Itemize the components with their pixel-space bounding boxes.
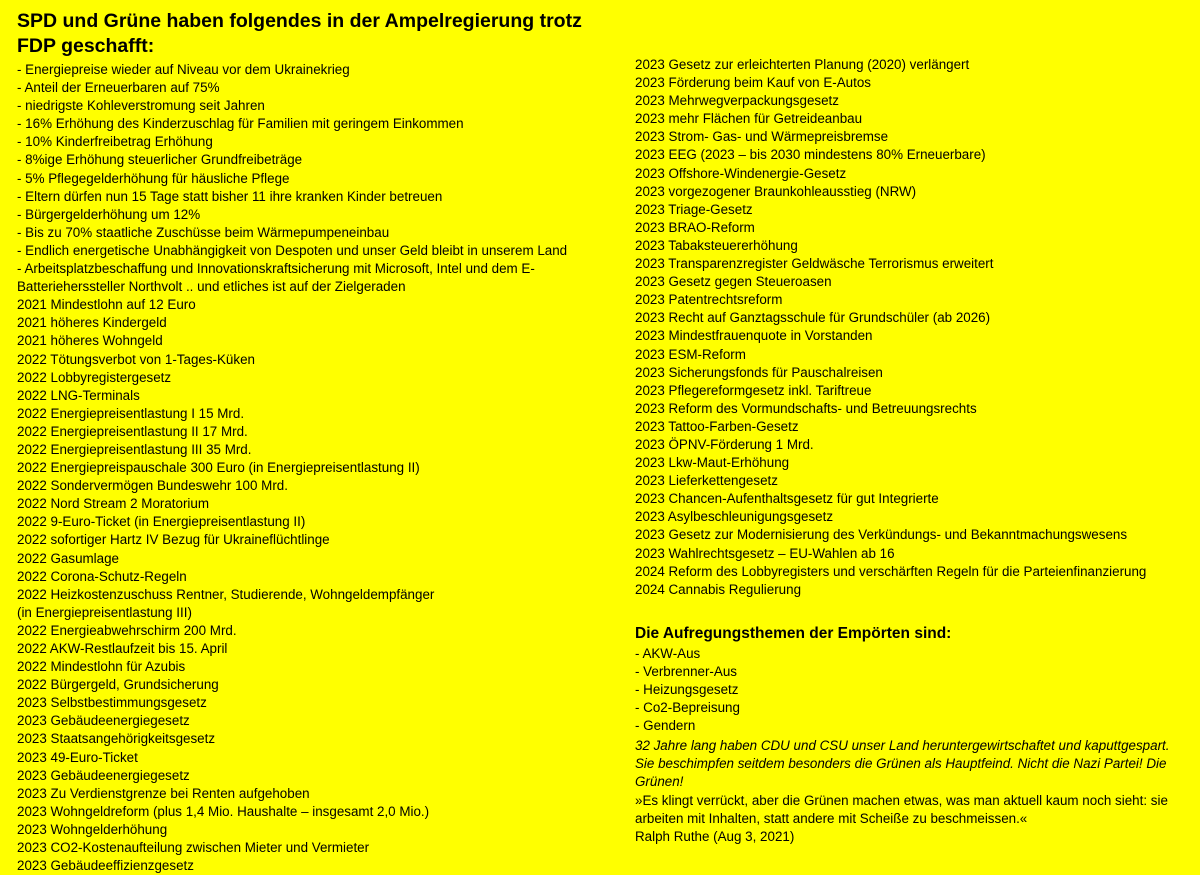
list-item: 2023 ÖPNV-Förderung 1 Mrd. xyxy=(635,436,814,452)
list-item: 2023 Mindestfrauenquote in Vorstanden xyxy=(635,328,873,344)
list-item: 2023 Lkw-Maut-Erhöhung xyxy=(635,455,790,471)
list-item: 2023 Mehrwegverpackungsgesetz xyxy=(635,93,839,109)
outrage-topics-list xyxy=(635,645,740,735)
list-item: - Energiepreise wieder auf Niveau vor dem Ukrainekrieg xyxy=(17,62,350,77)
list-item: - Co2-Bepreisung xyxy=(635,700,740,716)
list-item: 2023 Reform des Vormundschafts- und Betreuungsrechts xyxy=(635,400,977,416)
list-item: - niedrigste Kohleverstromung seit Jahren xyxy=(17,98,265,114)
list-item: 2023 Gebäudeeffizienzgesetz xyxy=(17,858,194,874)
list-item: - Gendern xyxy=(635,718,696,734)
list-item: 2023 ESM-Reform xyxy=(635,346,746,362)
list-item: 2023 Wohngeldreform (plus 1,4 Mio. Haushalte – insgesamt 2,0 Mio.) xyxy=(17,803,430,819)
list-item: 2022 Energiepreisentlastung I 15 Mrd. xyxy=(17,405,245,421)
list-item: 2024 Cannabis Regulierung xyxy=(635,581,802,597)
list-item: 2023 CO2-Kostenaufteilung zwischen Mieter und Vermieter xyxy=(17,840,370,856)
list-item: 2023 Chancen-Aufenthaltsgesetz für gut Integrierte xyxy=(635,491,939,507)
list-item: 2022 Energieabwehrschirm 200 Mrd. xyxy=(17,622,237,638)
list-item: 2023 Förderung beim Kauf von E-Autos xyxy=(635,75,871,91)
list-item: 2022 Heizkostenzuschuss Rentner, Studierende, Wohngeldempfänger xyxy=(17,586,435,602)
list-item: 2023 Wohngelderhöhung xyxy=(17,821,168,837)
list-item: 2023 Lieferkettengesetz xyxy=(635,473,778,489)
achievements-list-right xyxy=(635,56,1195,599)
list-item: 2022 Nord Stream 2 Moratorium xyxy=(17,496,210,512)
list-item: 2023 BRAO-Reform xyxy=(635,219,755,235)
list-item: (in Energiepreisentlastung III) xyxy=(17,604,192,620)
list-item: 2023 vorgezogener Braunkohleausstieg (NRW) xyxy=(635,183,917,199)
list-item: 2023 Asylbeschleunigungsgesetz xyxy=(635,509,834,525)
list-item: 2022 Energiepreisentlastung II 17 Mrd. xyxy=(17,423,248,439)
achievements-list-left xyxy=(17,61,602,875)
italic-commentary: 32 Jahre lang haben CDU und CSU unser Land heruntergewirtschaftet und kaputtgespart. Sie beschimpfen seitdem besonders die Grünen als Hauptfeind. Nicht die Nazi Partei! Die Grünen! xyxy=(635,738,1170,790)
list-item: 2023 Gesetz zur erleichterten Planung (2020) verlängert xyxy=(635,57,970,72)
list-item: 2023 Staatsangehörigkeitsgesetz xyxy=(17,731,216,747)
list-item: 2023 Sicherungsfonds für Pauschalreisen xyxy=(635,364,883,380)
list-item: 2023 49-Euro-Ticket xyxy=(17,749,138,765)
list-item: 2022 Energiepreispauschale 300 Euro (in Energiepreisentlastung II) xyxy=(17,460,420,476)
list-item: - Verbrenner-Aus xyxy=(635,664,737,680)
list-item: 2021 Mindestlohn auf 12 Euro xyxy=(17,297,196,313)
list-item: 2022 Mindestlohn für Azubis xyxy=(17,659,186,675)
list-item: - Eltern dürfen nun 15 Tage statt bisher 11 ihre kranken Kinder betreuen xyxy=(17,188,443,204)
list-item: 2022 Tötungsverbot von 1-Tages-Küken xyxy=(17,351,255,367)
list-item: - AKW-Aus xyxy=(635,646,701,661)
list-item: 2023 mehr Flächen für Getreideanbau xyxy=(635,111,863,127)
list-item: 2022 Gasumlage xyxy=(17,550,119,566)
list-item: 2023 Gesetz gegen Steueroasen xyxy=(635,274,832,290)
list-item: - Bürgergelderhöhung um 12% xyxy=(17,206,201,222)
list-item: 2023 Selbstbestimmungsgesetz xyxy=(17,695,207,711)
list-item: 2023 Gebäudeenergiegesetz xyxy=(17,767,190,783)
list-item: 2023 Wahlrechtsgesetz – EU-Wahlen ab 16 xyxy=(635,545,895,561)
list-item: 2021 höheres Kindergeld xyxy=(17,315,167,331)
list-item: 2023 Gebäudeenergiegesetz xyxy=(17,713,190,729)
list-item: - Anteil der Erneuerbaren auf 75% xyxy=(17,80,220,96)
list-item: 2023 Zu Verdienstgrenze bei Renten aufgehoben xyxy=(17,785,310,801)
list-item: - Arbeitsplatzbeschaffung und Innovationskraftsicherung mit Microsoft, Intel und dem E- xyxy=(17,261,535,277)
quote-text: »Es klingt verrückt, aber die Grünen machen etwas, was man aktuell kaum noch sieht: sie arbeiten mit Inhalten, statt andere mit Scheiße zu beschmeissen.« xyxy=(635,793,1168,827)
list-item: 2023 Triage-Gesetz xyxy=(635,201,753,217)
list-item: - Bis zu 70% staatliche Zuschüsse beim Wärmepumpeneinbau xyxy=(17,224,390,240)
list-item: 2023 Strom- Gas- und Wärmepreisbremse xyxy=(635,129,889,145)
list-item: - 5% Pflegegelderhöhung für häusliche Pflege xyxy=(17,170,290,186)
list-item: 2022 LNG-Terminals xyxy=(17,387,140,403)
list-item: 2022 9-Euro-Ticket (in Energiepreisentlastung II) xyxy=(17,514,306,530)
list-item: 2021 höheres Wohngeld xyxy=(17,333,163,349)
list-item: Batterieherssteller Northvolt .. und etliches ist auf der Zielgeraden xyxy=(17,279,406,295)
outrage-topics-heading: Die Aufregungsthemen der Empörten sind: xyxy=(635,625,952,642)
list-item: - 10% Kinderfreibetrag Erhöhung xyxy=(17,134,213,150)
list-item: 2023 EEG (2023 – bis 2030 mindestens 80% Erneuerbare) xyxy=(635,147,986,163)
list-item: 2023 Gesetz zur Modernisierung des Verkündungs- und Bekanntmachungswesens xyxy=(635,527,1128,543)
list-item: 2022 Lobbyregistergesetz xyxy=(17,369,172,385)
list-item: 2023 Transparenzregister Geldwäsche Terrorismus erweitert xyxy=(635,256,994,272)
list-item: - Endlich energetische Unabhängigkeit von Despoten und unser Geld bleibt in unserem Land xyxy=(17,242,568,258)
list-item: 2023 Offshore-Windenergie-Gesetz xyxy=(635,165,847,181)
list-item: 2022 Bürgergeld, Grundsicherung xyxy=(17,677,219,693)
list-item: 2022 Sondervermögen Bundeswehr 100 Mrd. xyxy=(17,478,288,494)
list-item: - 16% Erhöhung des Kinderzuschlag für Familien mit geringem Einkommen xyxy=(17,116,464,132)
list-item: 2023 Recht auf Ganztagsschule für Grundschüler (ab 2026) xyxy=(635,310,991,326)
list-item: 2022 sofortiger Hartz IV Bezug für Ukraineflüchtlinge xyxy=(17,532,330,548)
list-item: 2022 AKW-Restlaufzeit bis 15. April xyxy=(17,641,228,656)
quote-author: Ralph Ruthe (Aug 3, 2021) xyxy=(635,829,795,844)
list-item: - Heizungsgesetz xyxy=(635,682,739,698)
list-item: 2023 Patentrechtsreform xyxy=(635,292,783,308)
list-item: - 8%ige Erhöhung steuerlicher Grundfreibeträge xyxy=(17,152,303,168)
list-item: 2023 Tattoo-Farben-Gesetz xyxy=(635,418,799,434)
list-item: 2023 Pflegereformgesetz inkl. Tariftreue xyxy=(635,382,872,398)
page-title: SPD und Grüne haben folgendes in der Ampelregierung trotz FDP geschafft: xyxy=(17,10,582,57)
list-item: 2023 Tabaksteuererhöhung xyxy=(635,237,798,253)
list-item: 2022 Corona-Schutz-Regeln xyxy=(17,568,187,584)
list-item: 2024 Reform des Lobbyregisters und verschärften Regeln für die Parteienfinanzierung xyxy=(635,563,1147,579)
list-item: 2022 Energiepreisentlastung III 35 Mrd. xyxy=(17,441,252,457)
